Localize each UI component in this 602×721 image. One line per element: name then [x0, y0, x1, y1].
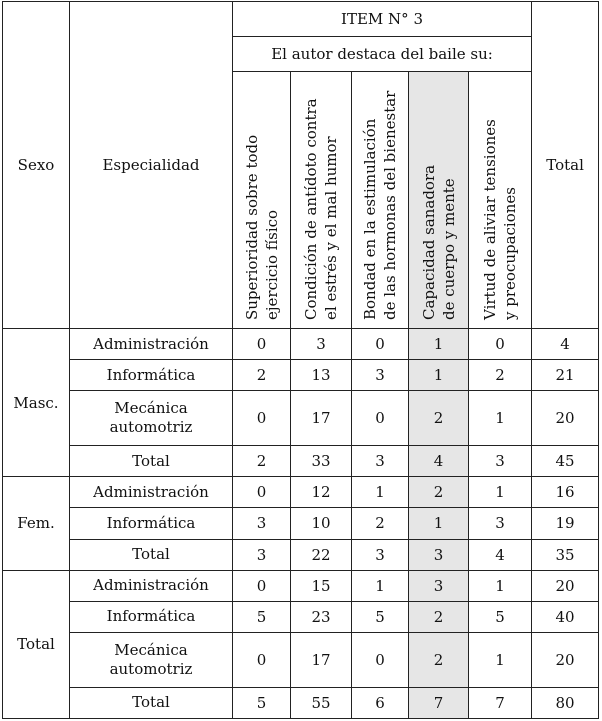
- value-cell: 15: [291, 570, 352, 601]
- column-header-label: Capacidad sanadora de cuerpo y mente: [419, 164, 458, 320]
- especialidad-cell: Total: [70, 687, 233, 718]
- value-cell: 1: [409, 508, 469, 539]
- table-row: [3, 601, 599, 632]
- header-especialidad: Especialidad: [70, 2, 233, 329]
- especialidad-cell: Administración: [70, 570, 233, 601]
- value-cell: 10: [291, 508, 352, 539]
- value-cell: 12: [291, 477, 352, 508]
- especialidad-cell: Mecánica automotriz: [70, 632, 233, 687]
- total-cell: 35: [532, 539, 599, 570]
- table-row: [3, 477, 599, 508]
- value-cell: 13: [291, 360, 352, 391]
- table-row: [3, 570, 599, 601]
- value-cell: 4: [469, 539, 532, 570]
- table-row: [3, 687, 599, 718]
- especialidad-cell: Total: [70, 539, 233, 570]
- value-cell: 2: [469, 360, 532, 391]
- table-row: [3, 632, 599, 687]
- value-cell: 1: [469, 632, 532, 687]
- group-label-masc: Masc.: [3, 329, 70, 477]
- total-cell: 20: [532, 570, 599, 601]
- value-cell: 1: [409, 329, 469, 360]
- value-cell: 0: [352, 632, 409, 687]
- column-header-bondad: [352, 72, 409, 329]
- total-cell: 19: [532, 508, 599, 539]
- value-cell: 3: [409, 570, 469, 601]
- value-cell: 22: [291, 539, 352, 570]
- value-cell: 0: [352, 391, 409, 446]
- especialidad-cell: Administración: [70, 477, 233, 508]
- value-cell: 7: [409, 687, 469, 718]
- especialidad-cell: Informática: [70, 508, 233, 539]
- value-cell: 5: [352, 601, 409, 632]
- value-cell: 4: [409, 446, 469, 477]
- item-subtitle: El autor destaca del baile su:: [233, 37, 532, 72]
- value-cell: 6: [352, 687, 409, 718]
- value-cell: 0: [233, 477, 291, 508]
- total-cell: 40: [532, 601, 599, 632]
- total-cell: 4: [532, 329, 599, 360]
- table-row: [3, 360, 599, 391]
- group-label-total: Total: [3, 570, 70, 718]
- especialidad-cell: Informática: [70, 601, 233, 632]
- value-cell: 3: [469, 446, 532, 477]
- value-cell: 2: [233, 360, 291, 391]
- value-cell: 3: [291, 329, 352, 360]
- header-sexo: Sexo: [3, 2, 70, 329]
- value-cell: 7: [469, 687, 532, 718]
- value-cell: 5: [233, 601, 291, 632]
- table-row: [3, 446, 599, 477]
- value-cell: 17: [291, 632, 352, 687]
- table-row: [3, 391, 599, 446]
- total-cell: 21: [532, 360, 599, 391]
- value-cell: 3: [469, 508, 532, 539]
- value-cell: 2: [409, 632, 469, 687]
- column-header-label: Virtud de aliviar tensiones y preocupaciones: [481, 119, 520, 320]
- value-cell: 1: [469, 570, 532, 601]
- value-cell: 2: [409, 601, 469, 632]
- total-cell: 16: [532, 477, 599, 508]
- value-cell: 2: [352, 508, 409, 539]
- especialidad-cell: Informática: [70, 360, 233, 391]
- column-header-virtud: [469, 72, 532, 329]
- value-cell: 0: [233, 329, 291, 360]
- value-cell: 17: [291, 391, 352, 446]
- column-header-label: Superioridad sobre todo ejercicio físico: [242, 134, 281, 320]
- table-row: [3, 539, 599, 570]
- value-cell: 0: [233, 570, 291, 601]
- value-cell: 1: [352, 570, 409, 601]
- survey-table: [2, 1, 599, 719]
- value-cell: 0: [233, 391, 291, 446]
- value-cell: 5: [469, 601, 532, 632]
- column-header-superioridad: [233, 72, 291, 329]
- column-header-label: Bondad en la estimulación de las hormonas del bienestar: [361, 90, 399, 320]
- value-cell: 0: [233, 632, 291, 687]
- value-cell: 2: [409, 391, 469, 446]
- value-cell: 1: [409, 360, 469, 391]
- value-cell: 2: [409, 477, 469, 508]
- total-cell: 45: [532, 446, 599, 477]
- value-cell: 3: [352, 360, 409, 391]
- column-header-capacidad: [409, 72, 469, 329]
- column-header-label: Condición de antídoto contra el estrés y el mal humor: [302, 98, 340, 320]
- value-cell: 55: [291, 687, 352, 718]
- value-cell: 1: [469, 391, 532, 446]
- column-header-antidoto: [291, 72, 352, 329]
- item-title: ITEM N° 3: [233, 2, 532, 37]
- value-cell: 2: [233, 446, 291, 477]
- especialidad-cell: Administración: [70, 329, 233, 360]
- value-cell: 3: [233, 508, 291, 539]
- especialidad-cell: Total: [70, 446, 233, 477]
- especialidad-cell: Mecánica automotriz: [70, 391, 233, 446]
- value-cell: 3: [233, 539, 291, 570]
- total-cell: 80: [532, 687, 599, 718]
- value-cell: 5: [233, 687, 291, 718]
- value-cell: 3: [352, 539, 409, 570]
- table-row: [3, 508, 599, 539]
- group-label-fem: Fem.: [3, 477, 70, 570]
- total-cell: 20: [532, 632, 599, 687]
- header-total: Total: [532, 2, 599, 329]
- value-cell: 23: [291, 601, 352, 632]
- value-cell: 1: [352, 477, 409, 508]
- value-cell: 3: [352, 446, 409, 477]
- value-cell: 0: [352, 329, 409, 360]
- value-cell: 0: [469, 329, 532, 360]
- value-cell: 3: [409, 539, 469, 570]
- value-cell: 1: [469, 477, 532, 508]
- value-cell: 33: [291, 446, 352, 477]
- table-row: [3, 329, 599, 360]
- total-cell: 20: [532, 391, 599, 446]
